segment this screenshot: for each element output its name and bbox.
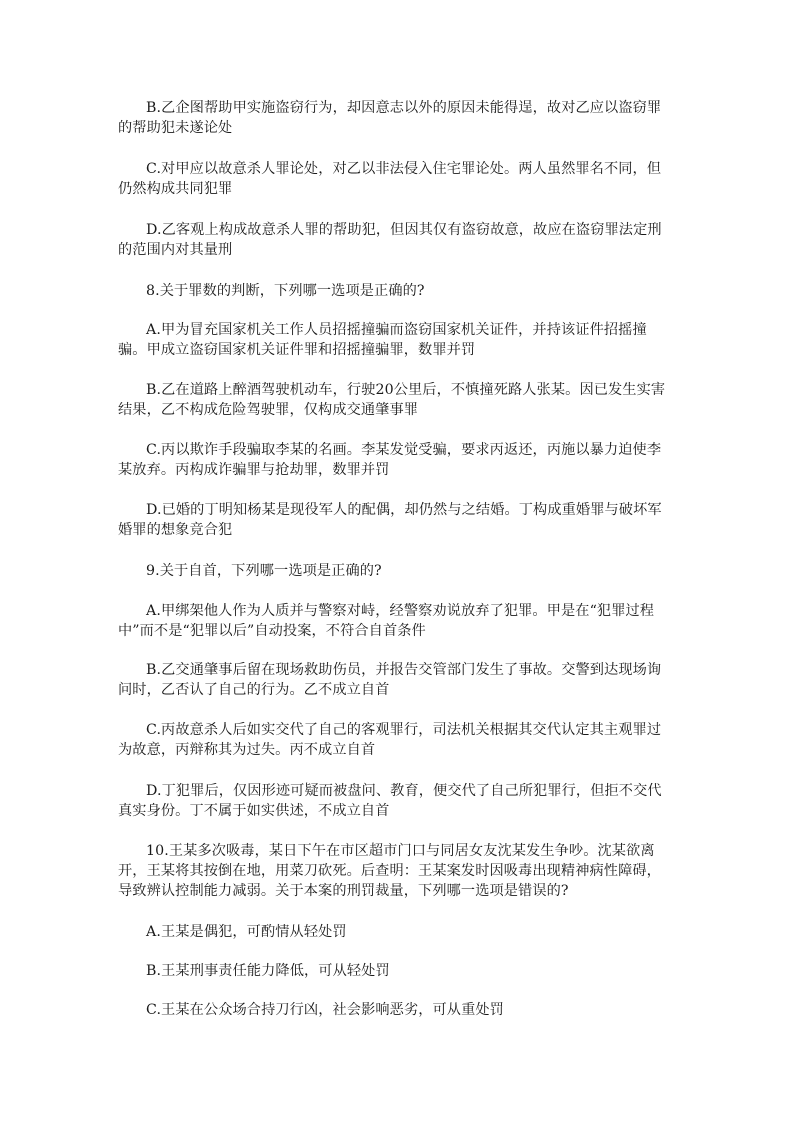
option-a-q10: A.王某是偶犯，可酌情从轻处罚 — [146, 924, 347, 940]
option-c-q7: C.对甲应以故意杀人罪论处，对乙以非法侵入住宅罪论处。两人虽然罪名不同，但仍然构成共同犯罪 — [118, 161, 662, 197]
option-d-q8: D.已婚的丁明知杨某是现役军人的配偶，却仍然与之结婚。丁构成重婚罪与破坏军婚罪的想象竞合犯 — [118, 502, 662, 538]
option-b-q10: B.王某刑事责任能力降低，可从轻处罚 — [146, 963, 390, 979]
option-b-q9: B.乙交通肇事后留在现场救助伤员，并报告交管部门发生了事故。交警到达现场询问时，乙否认了自己的行为。乙不成立自首 — [118, 662, 662, 698]
option-c-q8: C.丙以欺诈手段骗取李某的名画。李某发觉受骗，要求丙返还，丙施以暴力迫使李某放弃。丙构成诈骗罪与抢劫罪，数罪并罚 — [118, 442, 662, 478]
question-8: 8.关于罪数的判断，下列哪一选项是正确的? — [146, 283, 425, 299]
option-c-q10: C.王某在公众场合持刀行凶，社会影响恶劣，可从重处罚 — [146, 1002, 504, 1018]
option-b-q7: B.乙企图帮助甲实施盗窃行为，却因意志以外的原因未能得逞，故对乙应以盗窃罪的帮助犯未遂论处 — [118, 100, 662, 136]
option-a-q8: A.甲为冒充国家机关工作人员招摇撞骗而盗窃国家机关证件，并持该证件招摇撞骗。甲成立盗窃国家机关证件罪和招摇撞骗罪，数罪并罚 — [118, 322, 647, 358]
option-b-q8: B.乙在道路上醉酒驾驶机动车，行驶20公里后，不慎撞死路人张某。因已发生实害结果，乙不构成危险驾驶罪，仅构成交通肇事罪 — [118, 382, 666, 418]
question-10: 10.王某多次吸毒，某日下午在市区超市门口与同居女友沈某发生争吵。沈某欲离开，王某将其按倒在地，用菜刀砍死。后查明：王某案发时因吸毒出现精神病性障碍，导致辨认控制能力减弱。关于本案的刑罚裁量，下列哪一选项是错误的? — [118, 843, 661, 899]
option-a-q9: A.甲绑架他人作为人质并与警察对峙，经警察劝说放弃了犯罪。甲是在“犯罪过程中”而不是“犯罪以后”自动投案，不符合自首条件 — [118, 603, 655, 639]
question-9: 9.关于自首，下列哪一选项是正确的? — [146, 563, 382, 579]
option-d-q9: D.丁犯罪后，仅因形迹可疑而被盘问、教育，便交代了自己所犯罪行，但拒不交代真实身份。丁不属于如实供述，不成立自首 — [118, 783, 662, 819]
option-c-q9: C.丙故意杀人后如实交代了自己的客观罪行，司法机关根据其交代认定其主观罪过为故意，丙辩称其为过失。丙不成立自首 — [118, 722, 662, 758]
option-d-q7: D.乙客观上构成故意杀人罪的帮助犯，但因其仅有盗窃故意，故应在盗窃罪法定刑的范围内对其量刑 — [118, 222, 662, 258]
